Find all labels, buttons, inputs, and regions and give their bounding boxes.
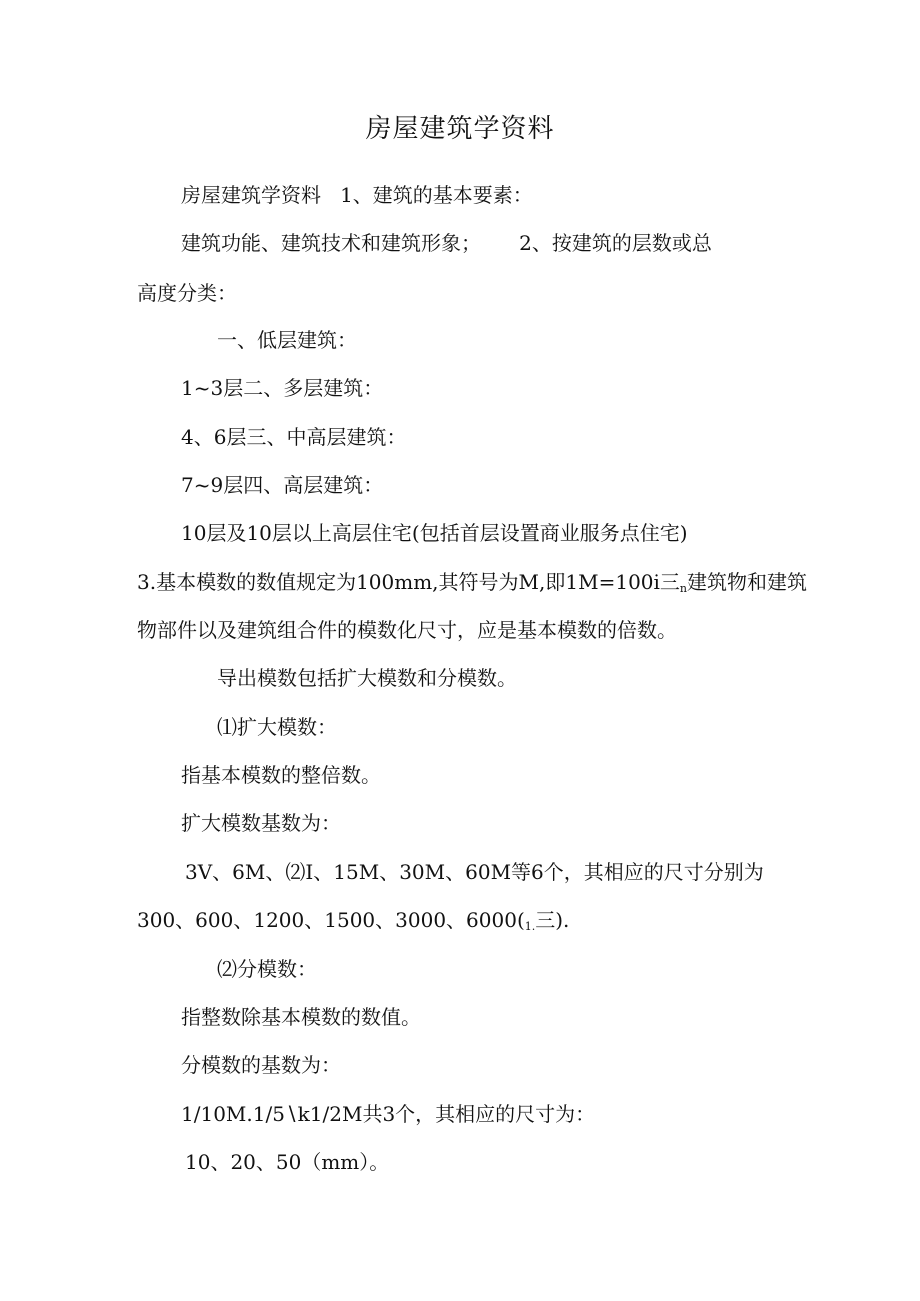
paragraph-line-8: 10层及10层以上高层住宅(包括首层设置商业服务点住宅) xyxy=(181,521,688,545)
line-16-tail: 三). xyxy=(535,908,570,932)
line-16-main: 300、600、1200、1500、3000、6000( xyxy=(137,908,525,932)
paragraph-line-13: 指基本模数的整倍数。 xyxy=(181,763,381,787)
paragraph-line-4: 一、低层建筑： xyxy=(217,328,357,352)
paragraph-line-3: 高度分类： xyxy=(137,281,237,305)
paragraph-line-11: 导出模数包括扩大模数和分模数。 xyxy=(217,666,517,690)
paragraph-line-21: 10、20、50（mm）。 xyxy=(185,1150,390,1174)
paragraph-line-15: 3V、6M、⑵I、15M、30M、60M等6个，其相应的尺寸分别为 xyxy=(185,860,764,884)
line-9-main: 3.基本模数的数值规定为100mm,其符号为M,即1M=100i三 xyxy=(137,570,680,594)
paragraph-line-9 xyxy=(137,568,807,603)
paragraph-line-6: 4、6层三、中高层建筑： xyxy=(181,425,407,449)
paragraph-line-5: 1~3层二、多层建筑： xyxy=(181,376,384,400)
paragraph-line-1: 房屋建筑学资料 1、建筑的基本要素： xyxy=(181,183,533,207)
line-9-tail: 建筑物和建筑 xyxy=(687,570,808,594)
paragraph-line-18: 指整数除基本模数的数值。 xyxy=(181,1005,421,1029)
line-9-subscript: n xyxy=(679,582,688,595)
document-title: 房屋建筑学资料 xyxy=(365,114,555,144)
paragraph-line-7: 7~9层四、高层建筑： xyxy=(181,473,384,497)
paragraph-line-17: ⑵分模数： xyxy=(217,957,317,981)
paragraph-line-19: 分模数的基数为： xyxy=(181,1053,341,1077)
paragraph-line-12: ⑴扩大模数： xyxy=(217,715,337,739)
paragraph-line-2: 建筑功能、建筑技术和建筑形象； 2、按建筑的层数或总 xyxy=(181,231,712,255)
paragraph-line-20: 1∕10M.1∕5∖k1/2M共3个，其相应的尺寸为： xyxy=(181,1102,596,1126)
paragraph-line-16 xyxy=(137,906,569,941)
paragraph-line-14: 扩大模数基数为： xyxy=(181,811,341,835)
line-16-subscript: 1. xyxy=(524,920,536,933)
paragraph-line-10: 物部件以及建筑组合件的模数化尺寸，应是基本模数的倍数。 xyxy=(137,618,677,642)
